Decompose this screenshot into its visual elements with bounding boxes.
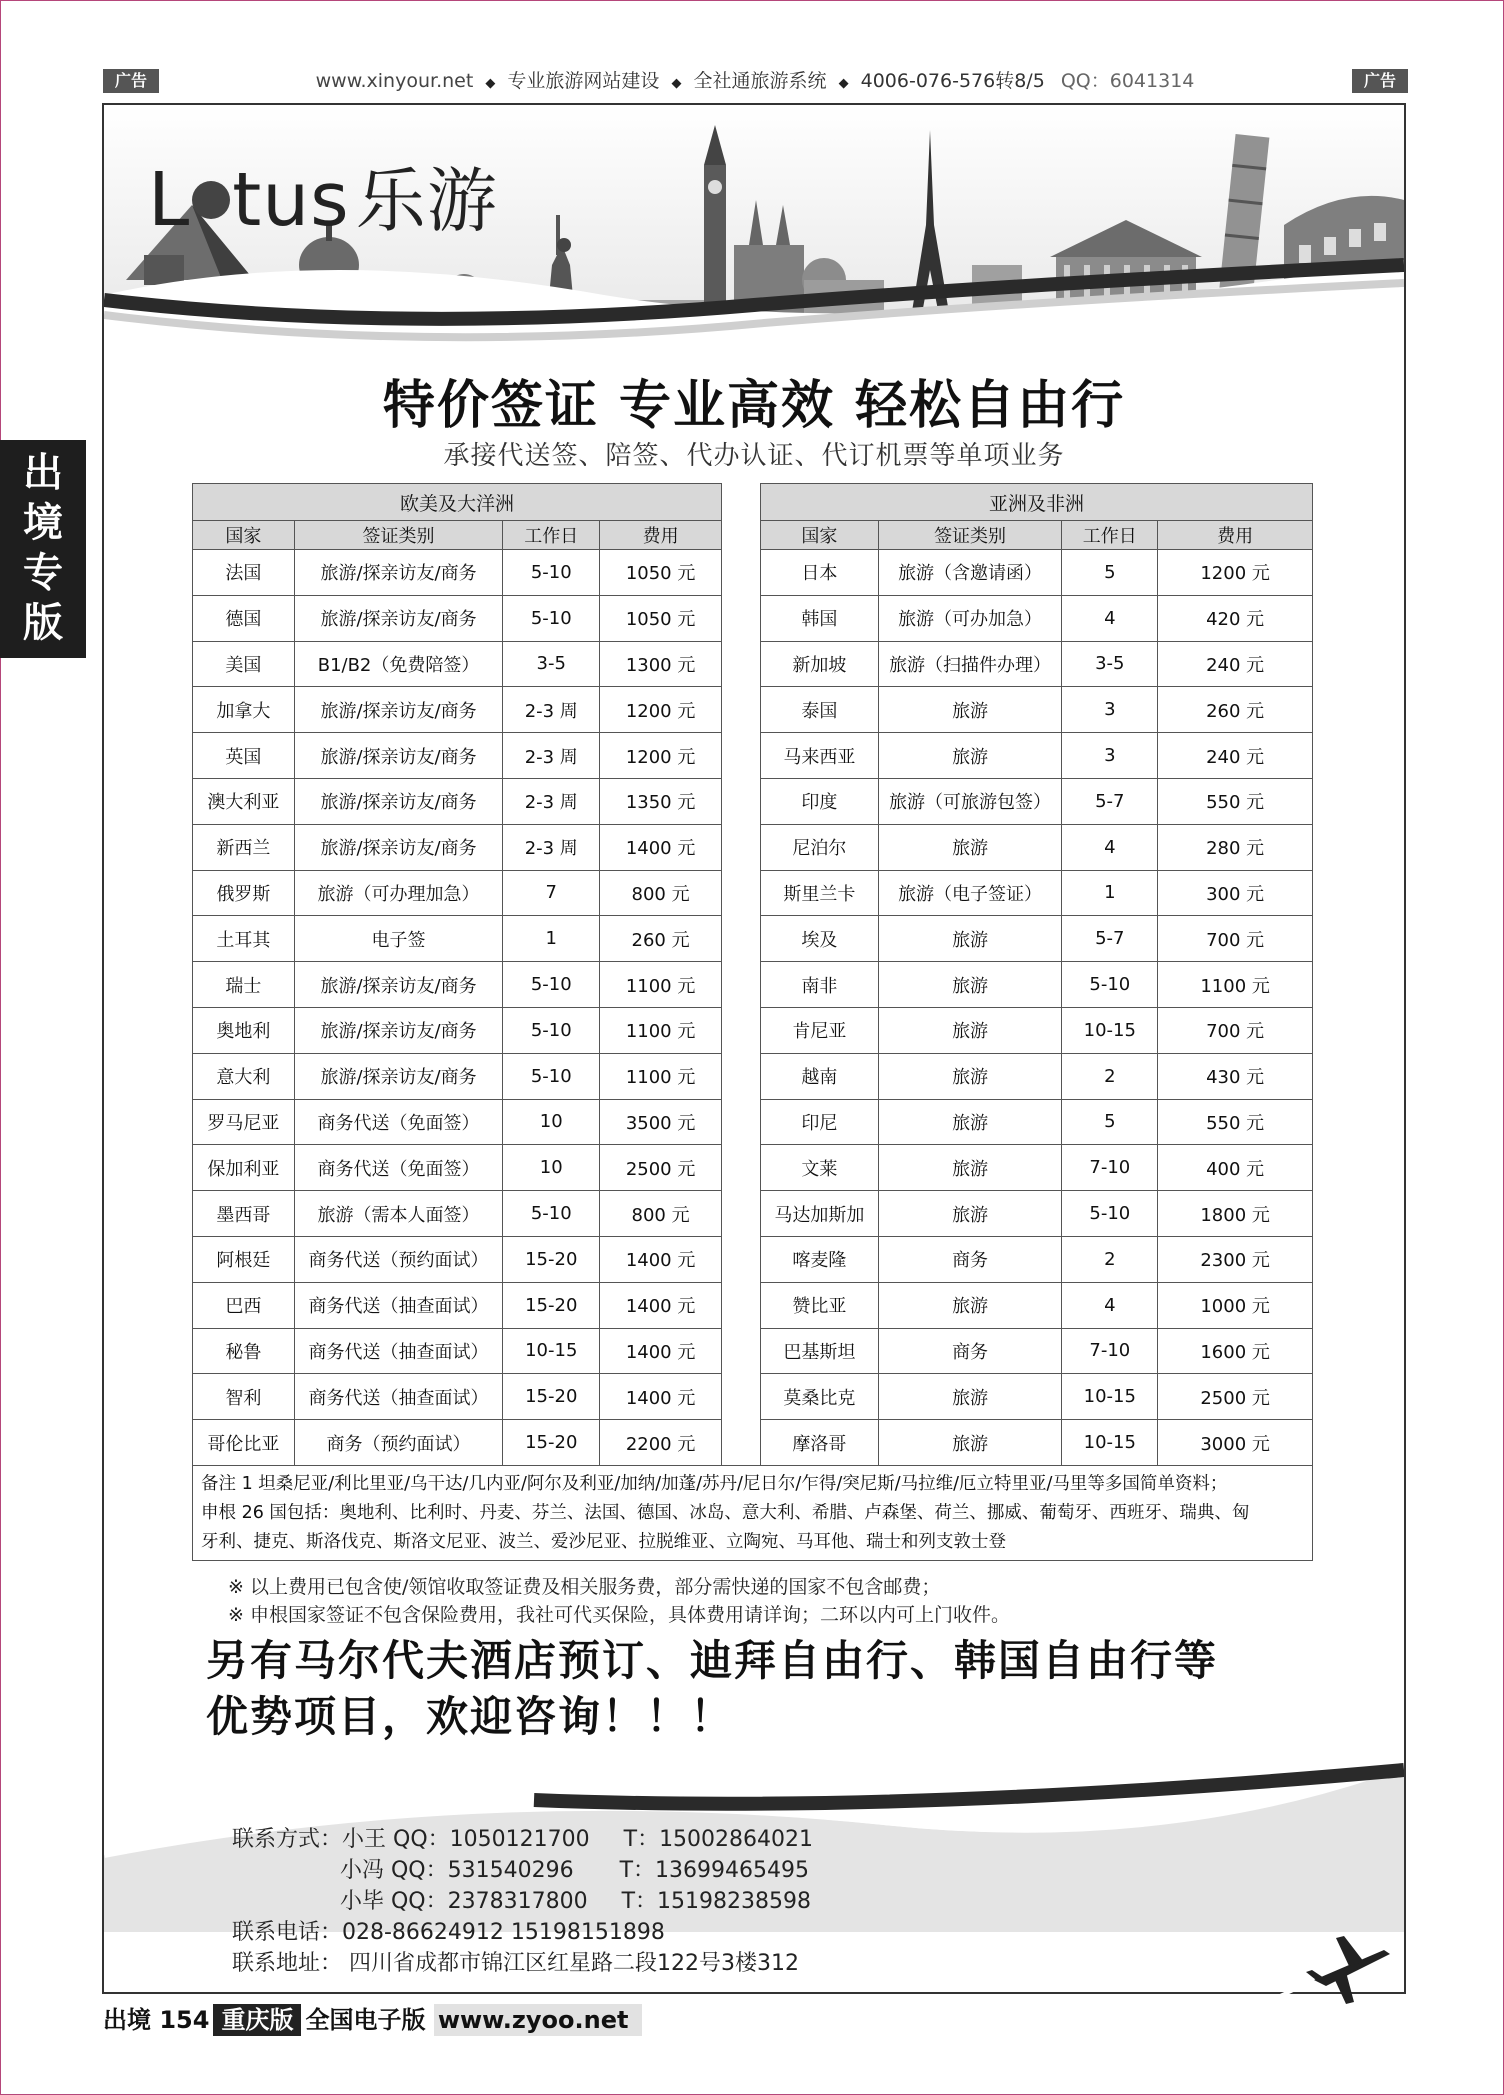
- column-header: 费用: [1158, 521, 1313, 550]
- cell-visa-type: 旅游（需本人面签）: [294, 1191, 503, 1237]
- cell-visa-type: 商务（预约面试）: [294, 1420, 503, 1466]
- cell-country: 摩洛哥: [761, 1420, 879, 1466]
- table-row: [193, 595, 722, 641]
- cell-workdays: 10-15: [503, 1328, 600, 1374]
- cell-fee: 260 元: [1158, 687, 1313, 733]
- table-row: [761, 1145, 1313, 1191]
- cell-fee: 1100 元: [600, 1007, 722, 1053]
- cell-country: 墨西哥: [193, 1191, 295, 1237]
- cell-workdays: 4: [1062, 1282, 1158, 1328]
- table-row: [193, 1145, 722, 1191]
- region-header: 欧美及大洋洲: [193, 484, 722, 521]
- header-qq: QQ：6041314: [1060, 70, 1195, 92]
- contact-name-qq: 小王 QQ：1050121700: [342, 1827, 590, 1852]
- cell-workdays: 2: [1062, 1236, 1158, 1282]
- contact-tel: T：15198238598: [621, 1889, 812, 1914]
- cell-fee: 400 元: [1158, 1145, 1313, 1191]
- cell-country: 马来西亚: [761, 733, 879, 779]
- cell-fee: 700 元: [1158, 1007, 1313, 1053]
- cell-workdays: 5: [1062, 1099, 1158, 1145]
- cell-visa-type: 商务: [878, 1236, 1062, 1282]
- cell-fee: 800 元: [600, 1191, 722, 1237]
- table-row: [193, 641, 722, 687]
- table-row: [761, 1236, 1313, 1282]
- cell-fee: 280 元: [1158, 824, 1313, 870]
- diamond-icon: ◆: [671, 76, 682, 91]
- footer-website[interactable]: www.zyoo.net: [434, 2004, 643, 2036]
- table-row: [761, 1328, 1313, 1374]
- side-tab-char: 境: [23, 500, 63, 546]
- cell-country: 韩国: [761, 595, 879, 641]
- remark-line: 申根 26 国包括：奥地利、比利时、丹麦、芬兰、法国、德国、冰岛、意大利、希腊、卢森堡、荷兰、挪威、葡萄牙、西班牙、瑞典、匈: [201, 1503, 1250, 1523]
- cell-workdays: 5-10: [1062, 1191, 1158, 1237]
- cell-workdays: 10-15: [1062, 1007, 1158, 1053]
- cell-workdays: 5-10: [503, 962, 600, 1008]
- table-row: [193, 1053, 722, 1099]
- cell-fee: 1050 元: [600, 550, 722, 596]
- fee-note: ※ 以上费用已包含使/领馆收取签证费及相关服务费，部分需快递的国家不包含邮费；: [228, 1576, 941, 1598]
- cell-visa-type: 旅游/探亲访友/商务: [294, 687, 503, 733]
- promo-text: [206, 1633, 1218, 1745]
- cell-fee: 1300 元: [600, 641, 722, 687]
- cell-workdays: 5-10: [503, 1191, 600, 1237]
- cell-visa-type: 旅游: [878, 1191, 1062, 1237]
- table-row: [193, 1236, 722, 1282]
- header-line: [170, 66, 1340, 99]
- cell-workdays: 10: [503, 1099, 600, 1145]
- cell-fee: 1100 元: [600, 1053, 722, 1099]
- contact-row: [232, 1855, 813, 1886]
- table-row: [761, 1282, 1313, 1328]
- remark-line: 牙利、捷克、斯洛伐克、斯洛文尼亚、波兰、爱沙尼亚、拉脱维亚、立陶宛、马耳他、瑞士和列支敦士登: [201, 1532, 1006, 1552]
- cell-fee: 2200 元: [600, 1420, 722, 1466]
- cell-country: 泰国: [761, 687, 879, 733]
- cell-workdays: 2-3 周: [503, 778, 600, 824]
- cell-fee: 1350 元: [600, 778, 722, 824]
- cell-workdays: 7-10: [1062, 1145, 1158, 1191]
- column-header: 工作日: [1062, 521, 1158, 550]
- cell-country: 南非: [761, 962, 879, 1008]
- contact-row: [232, 1886, 813, 1917]
- cell-visa-type: 旅游/探亲访友/商务: [294, 778, 503, 824]
- cell-country: 罗马尼亚: [193, 1099, 295, 1145]
- page-subtitle: 承接代送签、陪签、代办认证、代订机票等单项业务: [443, 441, 1065, 471]
- cell-fee: 2500 元: [600, 1145, 722, 1191]
- page-title: 特价签证 专业高效 轻松自由行: [382, 376, 1126, 436]
- cell-country: 印尼: [761, 1099, 879, 1145]
- cell-country: 美国: [193, 641, 295, 687]
- table-row: [193, 916, 722, 962]
- table-row: [761, 641, 1313, 687]
- table-row: [761, 733, 1313, 779]
- cell-visa-type: 旅游（电子签证）: [878, 870, 1062, 916]
- cell-fee: 1400 元: [600, 1236, 722, 1282]
- cell-country: 英国: [193, 733, 295, 779]
- cell-country: 喀麦隆: [761, 1236, 879, 1282]
- cell-visa-type: 商务代送（免面签）: [294, 1145, 503, 1191]
- cell-country: 智利: [193, 1374, 295, 1420]
- side-tab-char: 专: [23, 550, 63, 596]
- cell-workdays: 15-20: [503, 1282, 600, 1328]
- brand-logo: [148, 145, 498, 246]
- cell-country: 瑞士: [193, 962, 295, 1008]
- cell-visa-type: 旅游（可办理加急）: [294, 870, 503, 916]
- cell-fee: 430 元: [1158, 1053, 1313, 1099]
- table-row: [761, 870, 1313, 916]
- page-number: 出境 154: [103, 2006, 210, 2034]
- cell-visa-type: 商务代送（抽查面试）: [294, 1374, 503, 1420]
- cell-fee: 1600 元: [1158, 1328, 1313, 1374]
- cell-country: 阿根廷: [193, 1236, 295, 1282]
- cell-fee: 1400 元: [600, 1328, 722, 1374]
- cell-fee: 1100 元: [600, 962, 722, 1008]
- cell-fee: 700 元: [1158, 916, 1313, 962]
- cell-workdays: 2: [1062, 1053, 1158, 1099]
- contact-tel: T：15002864021: [623, 1827, 814, 1852]
- cell-workdays: 10: [503, 1145, 600, 1191]
- airplane-icon: [1254, 1930, 1394, 2020]
- table-row: [193, 824, 722, 870]
- cell-visa-type: 旅游: [878, 1282, 1062, 1328]
- logo-letter: L: [148, 157, 191, 243]
- table-row: [761, 916, 1313, 962]
- column-header: 签证类别: [294, 521, 503, 550]
- table-row: [193, 1374, 722, 1420]
- table-row: [193, 1191, 722, 1237]
- fee-note: ※ 申根国家签证不包含保险费用，我社可代买保险，具体费用请详询；二环以内可上门收件。: [228, 1604, 1010, 1626]
- cell-country: 文莱: [761, 1145, 879, 1191]
- cell-workdays: 5-10: [503, 595, 600, 641]
- cell-country: 德国: [193, 595, 295, 641]
- cell-country: 意大利: [193, 1053, 295, 1099]
- table-row: [193, 1282, 722, 1328]
- cell-workdays: 2-3 周: [503, 733, 600, 779]
- cell-fee: 2500 元: [1158, 1374, 1313, 1420]
- cell-workdays: 3: [1062, 687, 1158, 733]
- cell-visa-type: 旅游/探亲访友/商务: [294, 733, 503, 779]
- cell-visa-type: 旅游/探亲访友/商务: [294, 550, 503, 596]
- table-row: [193, 687, 722, 733]
- table-row: [761, 962, 1313, 1008]
- contact-name-qq: 小毕 QQ：2378317800: [340, 1889, 588, 1914]
- cell-country: 秘鲁: [193, 1328, 295, 1374]
- cell-country: 马达加斯加: [761, 1191, 879, 1237]
- cell-visa-type: 商务代送（抽查面试）: [294, 1282, 503, 1328]
- logo-dot-icon: [192, 181, 230, 219]
- logo-chinese: 乐游: [355, 160, 498, 242]
- cell-visa-type: 旅游/探亲访友/商务: [294, 824, 503, 870]
- cell-workdays: 10-15: [1062, 1420, 1158, 1466]
- banner: [104, 105, 1404, 350]
- header-item: 全社通旅游系统: [693, 70, 827, 92]
- cell-workdays: 15-20: [503, 1374, 600, 1420]
- diamond-icon: ◆: [485, 76, 496, 91]
- cell-workdays: 1: [1062, 870, 1158, 916]
- column-header: 国家: [761, 521, 879, 550]
- side-tab-char: 版: [23, 600, 63, 646]
- cell-country: 法国: [193, 550, 295, 596]
- cell-workdays: 7-10: [1062, 1328, 1158, 1374]
- cell-workdays: 3-5: [1062, 641, 1158, 687]
- cell-visa-type: B1/B2（免费陪签）: [294, 641, 503, 687]
- table-row: [761, 1053, 1313, 1099]
- cell-country: 保加利亚: [193, 1145, 295, 1191]
- cell-fee: 1200 元: [600, 687, 722, 733]
- cell-country: 俄罗斯: [193, 870, 295, 916]
- cell-fee: 420 元: [1158, 595, 1313, 641]
- visa-table-europe-americas-oceania: [192, 483, 722, 1466]
- cell-visa-type: 旅游（含邀请函）: [878, 550, 1062, 596]
- cell-fee: 1200 元: [600, 733, 722, 779]
- contact-row: [232, 1824, 813, 1855]
- table-row: [193, 1328, 722, 1374]
- page-footer: [103, 2004, 642, 2036]
- region-header: 亚洲及非洲: [761, 484, 1313, 521]
- ad-label-left: 广告: [103, 69, 159, 93]
- cell-country: 尼泊尔: [761, 824, 879, 870]
- cell-country: 巴西: [193, 1282, 295, 1328]
- cell-workdays: 5-10: [503, 1007, 600, 1053]
- cell-visa-type: 旅游: [878, 1007, 1062, 1053]
- cell-visa-type: 旅游（可办加急）: [878, 595, 1062, 641]
- cell-visa-type: 旅游: [878, 1053, 1062, 1099]
- cell-workdays: 1: [503, 916, 600, 962]
- cell-country: 奥地利: [193, 1007, 295, 1053]
- header-item: 4006-076-576转8/5: [860, 70, 1045, 92]
- cell-workdays: 5-10: [503, 1053, 600, 1099]
- cell-fee: 1400 元: [600, 824, 722, 870]
- cell-fee: 1200 元: [1158, 550, 1313, 596]
- cell-fee: 1800 元: [1158, 1191, 1313, 1237]
- remark-line: 备注 1 坦桑尼亚/利比里亚/乌干达/几内亚/阿尔及利亚/加纳/加蓬/苏丹/尼日尔/乍得/突尼斯/马拉维/厄立特里亚/马里等多国简单资料；: [201, 1474, 1228, 1494]
- cell-fee: 3500 元: [600, 1099, 722, 1145]
- cell-fee: 550 元: [1158, 778, 1313, 824]
- national-edition: 全国电子版: [305, 2006, 426, 2034]
- cell-visa-type: 旅游: [878, 687, 1062, 733]
- column-header: 工作日: [503, 521, 600, 550]
- cell-workdays: 15-20: [503, 1236, 600, 1282]
- cell-country: 斯里兰卡: [761, 870, 879, 916]
- cell-workdays: 3-5: [503, 641, 600, 687]
- cell-fee: 2300 元: [1158, 1236, 1313, 1282]
- table-row: [193, 550, 722, 596]
- column-header: 费用: [600, 521, 722, 550]
- contact-name-qq: 小冯 QQ：531540296: [340, 1858, 574, 1883]
- table-row: [761, 550, 1313, 596]
- cell-country: 澳大利亚: [193, 778, 295, 824]
- cell-visa-type: 旅游: [878, 1099, 1062, 1145]
- cell-visa-type: 商务代送（预约面试）: [294, 1236, 503, 1282]
- cell-visa-type: 旅游/探亲访友/商务: [294, 595, 503, 641]
- diamond-icon: ◆: [838, 76, 849, 91]
- cell-country: 赞比亚: [761, 1282, 879, 1328]
- cell-country: 土耳其: [193, 916, 295, 962]
- cell-visa-type: 旅游/探亲访友/商务: [294, 1053, 503, 1099]
- ad-frame: [102, 103, 1406, 1994]
- cell-visa-type: 旅游: [878, 1374, 1062, 1420]
- table-row: [761, 824, 1313, 870]
- cell-country: 哥伦比亚: [193, 1420, 295, 1466]
- cell-visa-type: 旅游: [878, 916, 1062, 962]
- cell-fee: 800 元: [600, 870, 722, 916]
- cell-workdays: 5-7: [1062, 778, 1158, 824]
- table-row: [761, 1099, 1313, 1145]
- table-row: [761, 1374, 1313, 1420]
- promo-line: 另有马尔代夫酒店预订、迪拜自由行、韩国自由行等: [206, 1636, 1219, 1685]
- contact-tel: T：13699465495: [619, 1858, 810, 1883]
- cell-country: 肯尼亚: [761, 1007, 879, 1053]
- cell-workdays: 4: [1062, 824, 1158, 870]
- cell-fee: 3000 元: [1158, 1420, 1313, 1466]
- table-row: [761, 1420, 1313, 1466]
- cell-fee: 300 元: [1158, 870, 1313, 916]
- cell-workdays: 2-3 周: [503, 687, 600, 733]
- cell-workdays: 4: [1062, 595, 1158, 641]
- logo-text: tus: [232, 157, 350, 243]
- cell-workdays: 5: [1062, 550, 1158, 596]
- table-row: [193, 1007, 722, 1053]
- contact-address: 联系地址： 四川省成都市锦江区红星路二段122号3楼312: [232, 1951, 799, 1976]
- table-row: [761, 778, 1313, 824]
- table-row: [193, 733, 722, 779]
- cell-fee: 1000 元: [1158, 1282, 1313, 1328]
- cell-workdays: 10-15: [1062, 1374, 1158, 1420]
- cell-fee: 240 元: [1158, 641, 1313, 687]
- remarks-box: [192, 1465, 1313, 1561]
- column-header: 签证类别: [878, 521, 1062, 550]
- visa-table-asia-africa: [760, 483, 1313, 1466]
- cell-fee: 260 元: [600, 916, 722, 962]
- cell-country: 日本: [761, 550, 879, 596]
- table-row: [761, 1191, 1313, 1237]
- edition-badge: 重庆版: [213, 2004, 301, 2036]
- cell-fee: 1400 元: [600, 1282, 722, 1328]
- table-row: [761, 687, 1313, 733]
- cell-country: 埃及: [761, 916, 879, 962]
- contact-info: [232, 1824, 813, 1979]
- column-header: 国家: [193, 521, 295, 550]
- cell-workdays: 5-10: [503, 550, 600, 596]
- cell-country: 新西兰: [193, 824, 295, 870]
- cell-workdays: 5-7: [1062, 916, 1158, 962]
- header-site[interactable]: www.xinyour.net: [315, 70, 474, 92]
- cell-workdays: 3: [1062, 733, 1158, 779]
- cell-fee: 1050 元: [600, 595, 722, 641]
- contact-phone: 联系电话：028-86624912 15198151898: [232, 1920, 665, 1945]
- cell-visa-type: 旅游: [878, 824, 1062, 870]
- table-row: [761, 595, 1313, 641]
- cell-visa-type: 商务代送（抽查面试）: [294, 1328, 503, 1374]
- cell-workdays: 15-20: [503, 1420, 600, 1466]
- cell-visa-type: 旅游: [878, 1420, 1062, 1466]
- cell-workdays: 2-3 周: [503, 824, 600, 870]
- table-row: [761, 1007, 1313, 1053]
- header-item: 专业旅游网站建设: [507, 70, 660, 92]
- cell-workdays: 7: [503, 870, 600, 916]
- cell-visa-type: 旅游: [878, 962, 1062, 1008]
- cell-visa-type: 旅游: [878, 1145, 1062, 1191]
- side-tab: [0, 440, 86, 658]
- ad-label-right: 广告: [1352, 69, 1408, 93]
- side-tab-char: 出: [23, 450, 63, 496]
- cell-visa-type: 商务: [878, 1328, 1062, 1374]
- cell-visa-type: 电子签: [294, 916, 503, 962]
- cell-country: 新加坡: [761, 641, 879, 687]
- cell-country: 加拿大: [193, 687, 295, 733]
- cell-country: 越南: [761, 1053, 879, 1099]
- contact-section: [104, 1805, 1404, 1992]
- cell-country: 印度: [761, 778, 879, 824]
- table-row: [193, 962, 722, 1008]
- cell-country: 巴基斯坦: [761, 1328, 879, 1374]
- cell-workdays: 5-10: [1062, 962, 1158, 1008]
- table-row: [193, 778, 722, 824]
- contact-label: 联系方式：: [232, 1827, 343, 1852]
- cell-visa-type: 旅游/探亲访友/商务: [294, 962, 503, 1008]
- cell-visa-type: 旅游/探亲访友/商务: [294, 1007, 503, 1053]
- cell-fee: 1400 元: [600, 1374, 722, 1420]
- cell-fee: 1100 元: [1158, 962, 1313, 1008]
- cell-visa-type: 商务代送（免面签）: [294, 1099, 503, 1145]
- cell-visa-type: 旅游（扫描件办理）: [878, 641, 1062, 687]
- table-row: [193, 870, 722, 916]
- cell-visa-type: 旅游（可旅游包签）: [878, 778, 1062, 824]
- cell-country: 莫桑比克: [761, 1374, 879, 1420]
- cell-fee: 550 元: [1158, 1099, 1313, 1145]
- promo-line: 优势项目，欢迎咨询！！！: [206, 1692, 735, 1741]
- fee-notes: [228, 1573, 1010, 1629]
- cell-visa-type: 旅游: [878, 733, 1062, 779]
- table-row: [193, 1099, 722, 1145]
- cell-fee: 240 元: [1158, 733, 1313, 779]
- table-row: [193, 1420, 722, 1466]
